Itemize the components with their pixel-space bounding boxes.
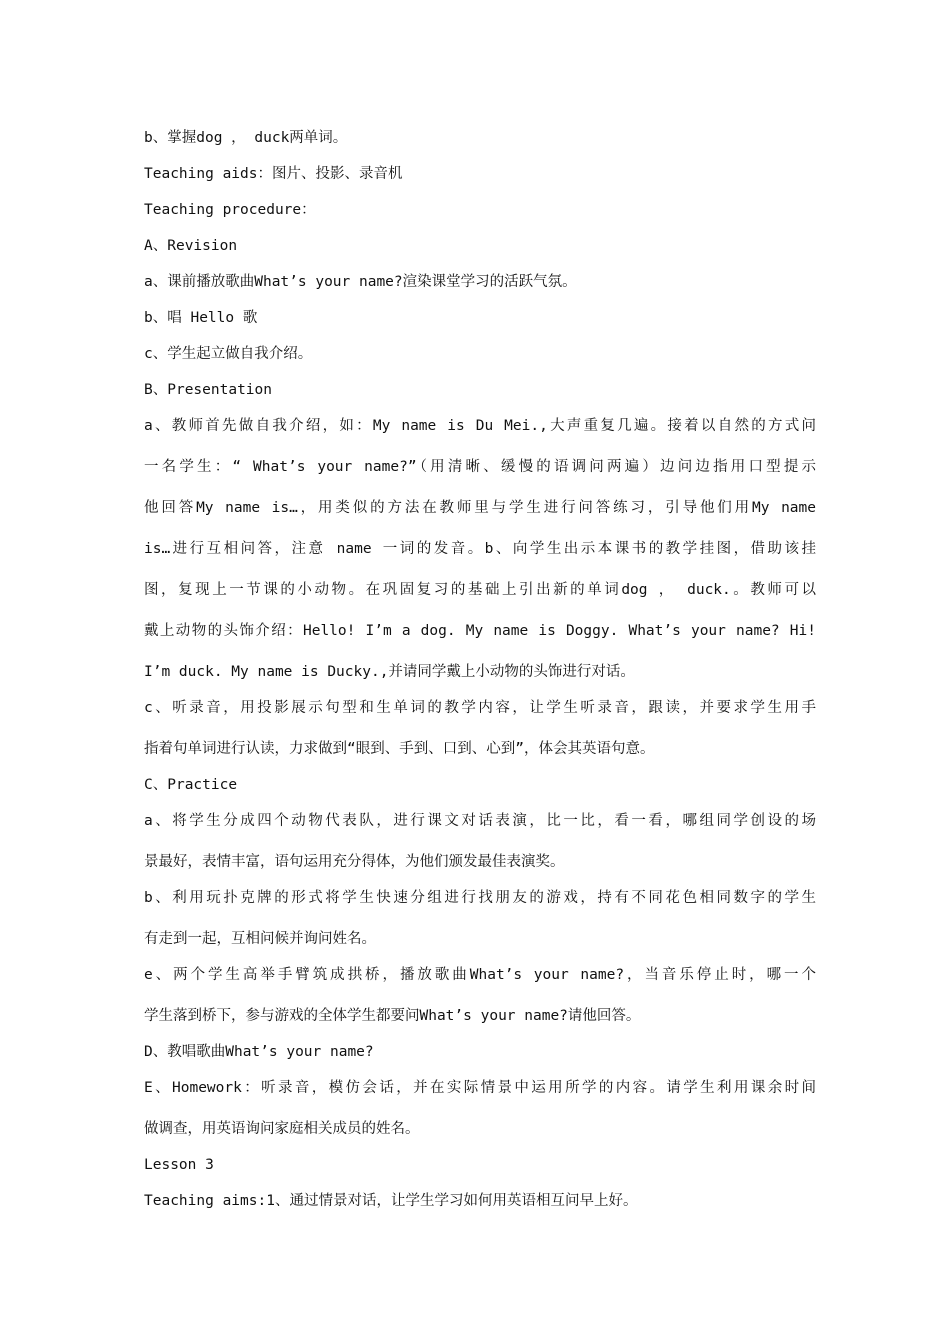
text-line: B、Presentation — [144, 382, 272, 398]
text-line: 指着句单词进行认读，力求做到“眼到、手到、口到、心到”，体会其英语句意。 — [144, 741, 655, 757]
text-line: 戴上动物的头饰介绍：Hello! I’m a dog. My name is Doggy. What’s your name? Hi! — [144, 623, 816, 639]
text-line: 景最好，表情丰富，语句运用充分得体，为他们颁发最佳表演奖。 — [144, 854, 565, 870]
text-line: 做调查，用英语询问家庭相关成员的姓名。 — [144, 1121, 420, 1137]
text-line: Teaching aids：图片、投影、录音机 — [144, 166, 403, 182]
text-line: E、Homework：听录音，模仿会话，并在实际情景中运用所学的内容。请学生利用课余时间 — [144, 1080, 816, 1096]
text-line: b、唱 Hello 歌 — [144, 310, 258, 326]
text-line: C、Practice — [144, 777, 238, 793]
text-line: Teaching aims:1、通过情景对话，让学生学习如何用英语相互问早上好。 — [144, 1193, 638, 1209]
text-line: c、学生起立做自我介绍。 — [144, 346, 313, 362]
text-line: 他回答My name is…，用类似的方法在教师里与学生进行问答练习，引导他们用My name — [144, 500, 816, 516]
text-line: a、将学生分成四个动物代表队，进行课文对话表演，比一比，看一看，哪组同学创设的场 — [144, 813, 816, 829]
text-line: A、Revision — [144, 238, 238, 254]
text-line: 有走到一起，互相问候并询问姓名。 — [144, 931, 376, 947]
text-line: a、教师首先做自我介绍，如：My name is Du Mei.,大声重复几遍。接着以自然的方式问 — [144, 418, 816, 434]
text-line: b、掌握dog ， duck两单词。 — [144, 130, 348, 146]
text-line: D、教唱歌曲What’s your name? — [144, 1044, 374, 1060]
text-line: b、利用玩扑克牌的形式将学生快速分组进行找朋友的游戏，持有不同花色相同数字的学生 — [144, 890, 816, 906]
text-line: Lesson 3 — [144, 1157, 214, 1173]
text-line: 学生落到桥下，参与游戏的全体学生都要问What’s your name?请他回答。 — [144, 1008, 641, 1024]
text-line: a、课前播放歌曲What’s your name?渲染课堂学习的活跃气氛。 — [144, 274, 577, 290]
text-line: I’m duck. My name is Ducky.,并请同学戴上小动物的头饰进行对话。 — [144, 664, 635, 680]
text-line: Teaching procedure： — [144, 202, 316, 218]
text-line: is…进行互相问答，注意 name 一词的发音。b、向学生出示本课书的教学挂图，借助该挂 — [144, 541, 816, 557]
text-line: c、听录音，用投影展示句型和生单词的教学内容，让学生听录音，跟读，并要求学生用手 — [144, 700, 816, 716]
text-line: 一名学生：“ What’s your name?”（用清晰、缓慢的语调问两遍）边问边指用口型提示 — [144, 459, 816, 475]
text-line: e、两个学生高举手臂筑成拱桥，播放歌曲What’s your name?，当音乐停止时，哪一个 — [144, 967, 816, 983]
text-line: 图，复现上一节课的小动物。在巩固复习的基础上引出新的单词dog ， duck.。教师可以 — [144, 582, 816, 598]
